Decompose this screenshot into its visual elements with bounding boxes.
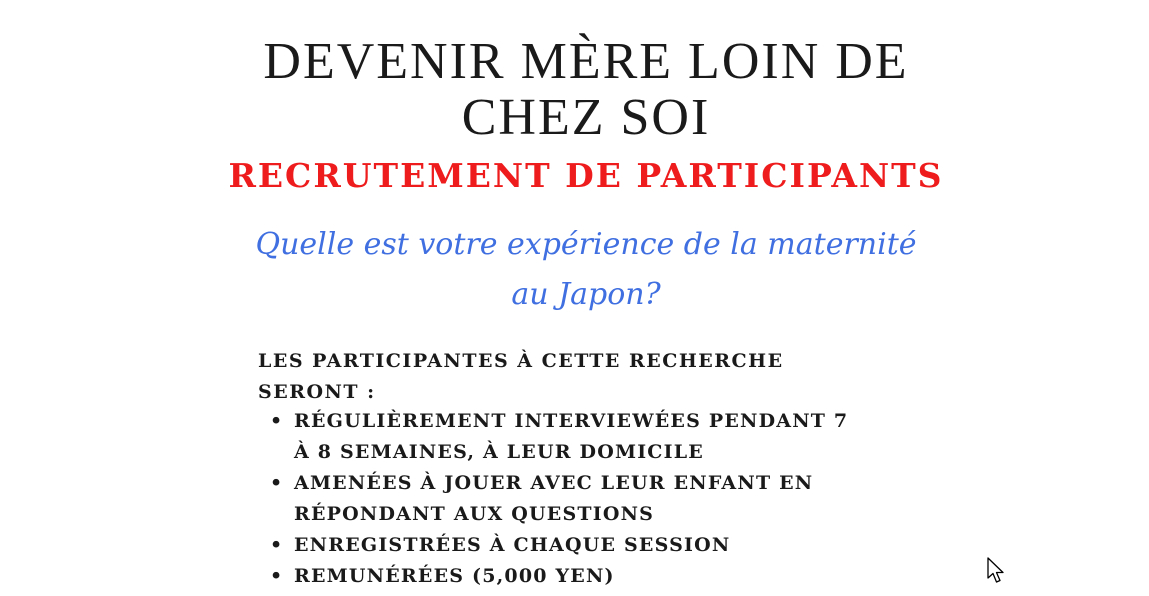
bullet-icon: • xyxy=(270,534,284,556)
list-item xyxy=(270,561,914,592)
list-item-line-1: AMENÉES À JOUER AVEC LEUR ENFANT EN xyxy=(294,472,814,494)
list-item xyxy=(270,468,914,530)
intro-line-2: SERONT : xyxy=(258,381,376,403)
bullet-icon: • xyxy=(270,410,284,432)
list-item-line-2: À 8 SEMAINES, À LEUR DOMICILE xyxy=(294,441,704,463)
list-item-line-1: REMUNÉRÉES (5,000 YEN) xyxy=(294,565,615,587)
recruitment-subtitle: RECRUTEMENT DE PARTICIPANTS xyxy=(228,156,944,195)
intro-line-1: LES PARTICIPANTES À CETTE RECHERCHE xyxy=(258,350,784,372)
mouse-pointer-icon xyxy=(987,557,1007,585)
list-item-line-1: RÉGULIÈREMENT INTERVIEWÉES PENDANT 7 xyxy=(294,410,849,432)
list-item-line-2: RÉPONDANT AUX QUESTIONS xyxy=(294,503,655,525)
list-item-line-1: ENREGISTRÉES À CHAQUE SESSION xyxy=(294,534,731,556)
question-line-2: au Japon? xyxy=(511,277,661,312)
participant-duties-list xyxy=(270,406,914,592)
list-item xyxy=(270,530,914,561)
title-line-2: CHEZ SOI xyxy=(461,89,711,146)
bullet-icon: • xyxy=(270,565,284,587)
page-title xyxy=(0,34,1149,146)
question-text xyxy=(0,220,1149,320)
participants-intro xyxy=(258,346,898,408)
question-line-1: Quelle est votre expérience de la maternité xyxy=(255,227,917,262)
title-line-1: DEVENIR MÈRE LOIN DE xyxy=(263,33,909,90)
list-item xyxy=(270,406,914,468)
bullet-icon: • xyxy=(270,472,284,494)
